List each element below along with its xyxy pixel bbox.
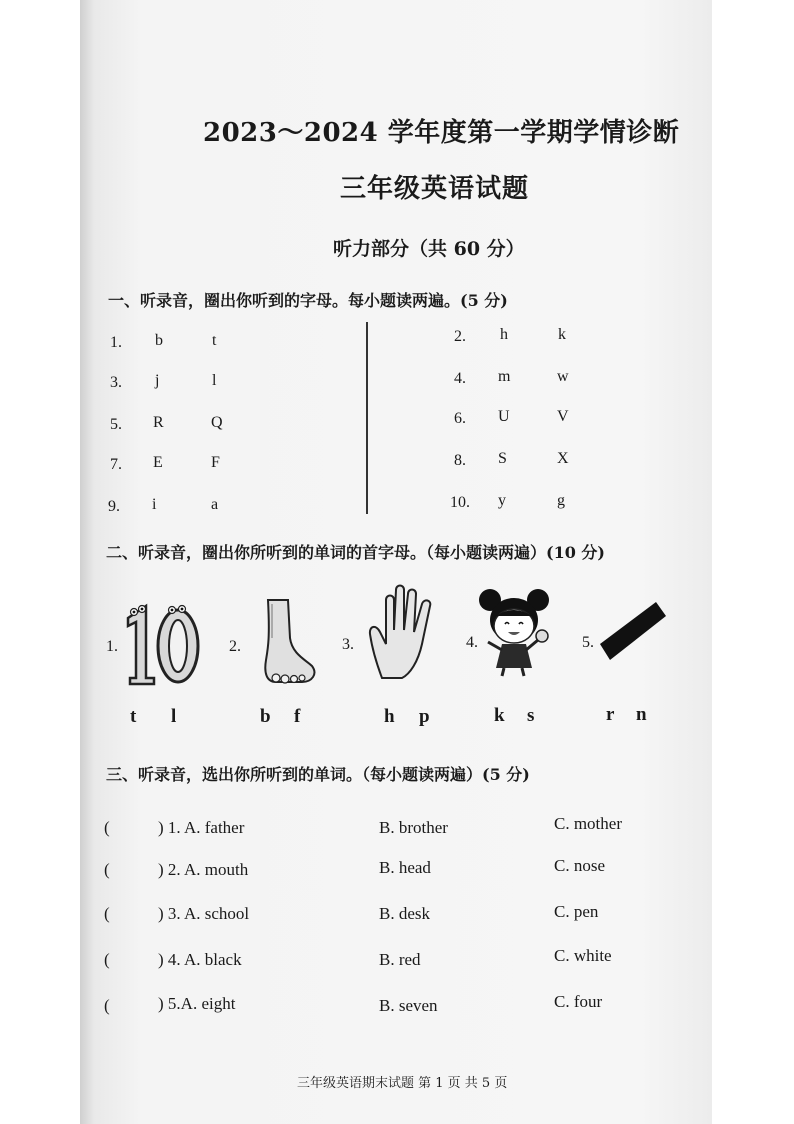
answer-paren[interactable]: (	[104, 860, 110, 879]
s1-option-b[interactable]: Q	[211, 414, 223, 431]
answer-paren[interactable]: (	[104, 818, 110, 837]
question-option-a[interactable]: ) 3. A. school	[158, 904, 250, 923]
question-option-a[interactable]: ) 5.A. eight	[158, 994, 236, 1013]
s1-option-b[interactable]: g	[557, 492, 565, 509]
s2-option-2[interactable]: s	[527, 705, 535, 726]
section1-heading: 一、听录音，圈出你听到的字母。每小题读两遍。(5 分)	[108, 291, 508, 310]
s1-option-b[interactable]: F	[211, 454, 220, 471]
s1-item-num: 7.	[110, 456, 122, 473]
s2-picture-num: 2.	[229, 638, 241, 655]
question-option-a[interactable]: ) 1. A. father	[158, 818, 245, 837]
question-option-b[interactable]: B. brother	[379, 818, 448, 837]
question-option-c[interactable]: C. mother	[554, 814, 622, 833]
s1-option-b[interactable]: k	[558, 326, 566, 343]
s2-picture-num: 4.	[466, 634, 478, 651]
question-option-b[interactable]: B. desk	[379, 904, 430, 923]
s1-option-a[interactable]: h	[500, 326, 508, 343]
s1-item-num: 3.	[110, 374, 122, 391]
question-option-c[interactable]: C. nose	[554, 856, 605, 875]
s1-item-num: 4.	[454, 370, 466, 387]
s1-item-num: 9.	[108, 498, 120, 515]
s1-item-num: 5.	[110, 416, 122, 433]
s1-option-a[interactable]: y	[498, 492, 506, 509]
answer-paren[interactable]: (	[104, 996, 110, 1015]
question-option-a[interactable]: ) 4. A. black	[158, 950, 242, 969]
question-option-b[interactable]: B. seven	[379, 996, 438, 1015]
s2-option-2[interactable]: l	[171, 706, 177, 727]
s1-option-b[interactable]: V	[557, 408, 569, 425]
s2-option-1[interactable]: h	[384, 706, 395, 727]
s1-option-a[interactable]: m	[498, 368, 511, 385]
s2-option-1[interactable]: r	[606, 704, 615, 725]
s1-option-b[interactable]: a	[211, 496, 219, 513]
answer-paren[interactable]: (	[104, 904, 110, 923]
s1-item-num: 10.	[450, 494, 470, 511]
s2-option-2[interactable]: f	[294, 706, 301, 727]
s2-picture-num: 5.	[582, 634, 594, 651]
part-title: 听力部分（共 60 分）	[333, 238, 525, 260]
foot-icon	[258, 598, 318, 688]
s2-option-1[interactable]: b	[260, 706, 271, 727]
s2-option-2[interactable]: p	[419, 706, 430, 727]
s1-option-b[interactable]: w	[557, 368, 569, 385]
column-divider	[366, 322, 368, 514]
s1-item-num: 1.	[110, 334, 122, 351]
s1-option-a[interactable]: E	[153, 454, 163, 471]
s1-item-num: 8.	[454, 452, 466, 469]
ruler-icon	[598, 598, 668, 664]
question-option-b[interactable]: B. red	[379, 950, 421, 969]
s2-option-1[interactable]: k	[494, 705, 505, 726]
s1-option-b[interactable]: X	[557, 450, 569, 467]
s1-option-a[interactable]: b	[155, 332, 163, 349]
s1-option-a[interactable]: S	[498, 450, 507, 467]
s1-option-a[interactable]: R	[153, 414, 164, 431]
question-option-b[interactable]: B. head	[379, 858, 431, 877]
number-ten-icon	[120, 596, 202, 688]
hand-icon	[366, 582, 442, 682]
s1-option-a[interactable]: U	[498, 408, 510, 425]
page-footer: 三年级英语期末试题 第 1 页 共 5 页	[297, 1076, 508, 1091]
question-option-c[interactable]: C. four	[554, 992, 603, 1011]
s1-option-a[interactable]: i	[152, 496, 157, 513]
s2-picture-num: 1.	[106, 638, 118, 655]
s2-option-2[interactable]: n	[636, 704, 647, 725]
exam-title: 2023～2024 学年度第一学期学情诊断	[203, 118, 680, 148]
exam-subtitle: 三年级英语试题	[340, 174, 530, 204]
s1-item-num: 6.	[454, 410, 466, 427]
s2-option-1[interactable]: t	[130, 706, 137, 727]
s1-item-num: 2.	[454, 328, 466, 345]
s2-picture-num: 3.	[342, 636, 354, 653]
question-option-c[interactable]: C. pen	[554, 902, 599, 921]
section3-heading: 三、听录音，选出你所听到的单词。（每小题读两遍）(5 分)	[106, 765, 530, 784]
question-option-c[interactable]: C. white	[554, 946, 612, 965]
answer-paren[interactable]: (	[104, 950, 110, 969]
section2-heading: 二、听录音，圈出你所听到的单词的首字母。（每小题读两遍）(10 分)	[106, 543, 605, 562]
s1-option-a[interactable]: j	[155, 372, 160, 389]
s1-option-b[interactable]: l	[212, 372, 217, 389]
question-option-a[interactable]: ) 2. A. mouth	[158, 860, 249, 879]
girl-icon	[476, 580, 554, 678]
s1-option-b[interactable]: t	[212, 332, 217, 349]
